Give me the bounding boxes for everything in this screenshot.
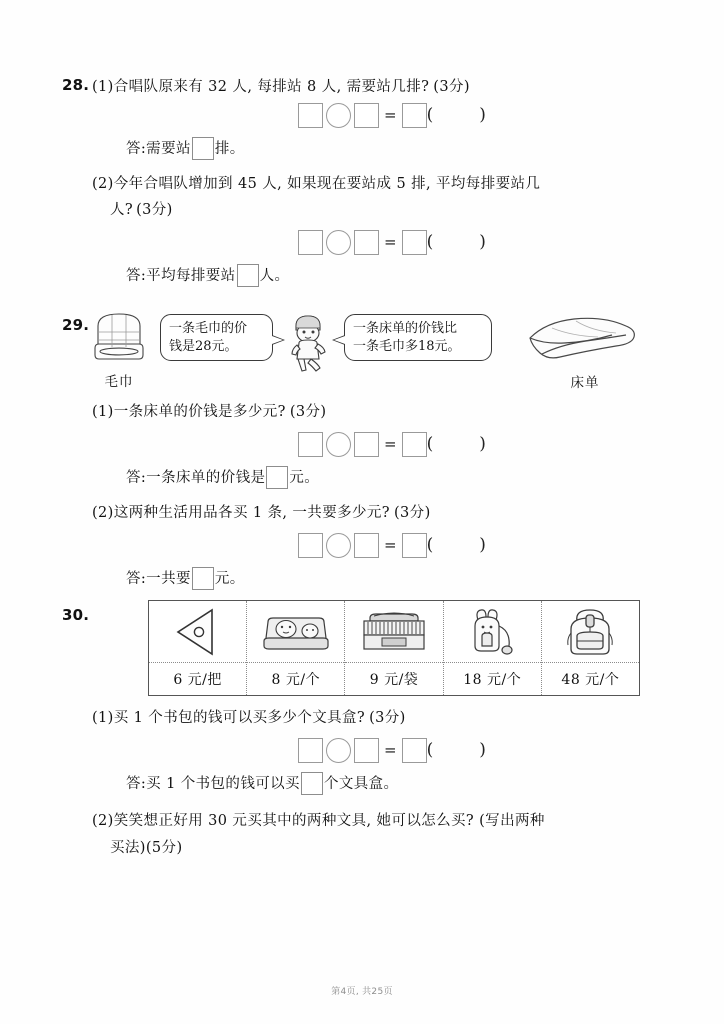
answer-prefix: 答:平均每排要站 [126,267,236,284]
table-cell-price: 6 元/把 [173,672,222,689]
question-29-part-2-label: (2) [92,505,114,521]
formula-operator-circle[interactable] [326,103,351,128]
question-30-part-1-line [92,706,662,727]
answer-suffix: 元。 [289,469,320,486]
table-cell-price: 18 元/个 [463,672,522,689]
question-28-part-2-marks: (3分) [136,202,173,219]
snack-bag-icon [356,608,432,656]
formula-result-box[interactable] [402,738,427,763]
question-28-part-2-answer-row [62,259,662,289]
table-column-snack-bag [345,601,443,695]
formula-operand-box-1[interactable] [298,533,323,558]
question-28 [62,76,662,289]
speech-bubble-bedsheet-price [344,314,492,361]
question-29-part-2-formula-row [62,528,662,562]
question-28-part-1-answer-row [62,132,662,162]
formula-paren-close: ) [479,535,486,555]
question-30-part-1-header [62,706,662,727]
formula-operator-circle[interactable] [326,738,351,763]
bubble-line-1: 一条床单的价钱比 [353,321,458,336]
table-column-pencil-case [247,601,345,695]
figure-towel [86,310,152,390]
bubble-tail-icon [332,335,345,345]
bubble-line-2: 钱是28元。 [169,338,238,354]
page-number-text: 第4页, 共25页 [331,987,393,997]
formula-equals-sign: = [384,435,397,453]
question-30-part-1-stem: 买 1 个书包的钱可以买多少个文具盒? [113,710,366,726]
question-28-part-1-header [62,76,662,98]
formula-paren-open: ( [426,232,434,253]
question-28-part-1-formula-row [62,98,662,132]
formula-operand-box-2[interactable] [354,103,379,128]
table-cell-price: 48 元/个 [561,672,620,689]
question-29-part-2-stem: 这两种生活用品各买 1 条, 一共要多少元? [113,505,390,521]
bubble-line-2: 一条毛巾多18元。 [353,338,461,354]
answer-prefix: 答:一条床单的价钱是 [126,469,266,486]
table-column-backpack [542,601,639,695]
towel-icon [88,310,150,365]
formula-paren-open: ( [426,105,434,126]
question-30-part-1-label: (1) [92,710,114,726]
formula-operand-box-2[interactable] [354,533,379,558]
formula-operand-box-1[interactable] [298,103,323,128]
question-28-part-1-stem: 合唱队原来有 32 人, 每排站 8 人, 需要站几排? [113,79,430,95]
question-29-part-2-line [92,501,662,522]
question-29-part-1-answer-row [62,461,662,491]
answer-blank-box[interactable] [237,264,259,287]
triangle-ruler-icon [172,607,224,657]
formula-paren-close: ) [479,740,486,760]
formula-operand-box-1[interactable] [298,738,323,763]
bubble-line-1: 一条毛巾的价 [169,321,248,336]
formula-paren-close: ) [479,105,486,126]
formula-result-box[interactable] [402,533,427,558]
figure-bedsheet [520,312,650,391]
formula-paren-open: ( [426,740,434,760]
table-cell-icon [345,601,442,663]
question-29-part-1-line [92,400,662,421]
bedsheet-icon [522,312,648,366]
question-28-part-2-label: (2) [92,176,114,193]
stationery-price-table [148,600,640,696]
question-29-part-1-marks: (3分) [289,404,327,420]
answer-suffix: 元。 [214,570,245,587]
formula-result-box[interactable] [402,432,427,457]
question-30-part-2-stem-line2: 买法)(5分) [110,840,183,856]
question-30 [62,600,662,857]
answer-prefix: 答:一共要 [126,570,191,587]
table-column-small-backpack [444,601,542,695]
small-backpack-icon [462,606,522,658]
question-28-number: 28. [62,76,90,94]
question-30-part-2-line-1 [92,809,662,830]
formula-operator-circle[interactable] [326,230,351,255]
question-29-part-1-header [62,400,662,421]
formula-result-box[interactable] [402,230,427,255]
backpack-icon [559,605,621,659]
figure-boy-character [284,312,332,378]
answer-suffix: 个文具盒。 [323,775,399,792]
answer-suffix: 排。 [214,140,245,157]
answer-blank-box[interactable] [192,567,214,590]
question-28-part-2-stem-line1: 今年合唱队增加到 45 人, 如果现在要站成 5 排, 平均每排要站几 [113,176,541,193]
answer-suffix: 人。 [259,267,290,284]
formula-result-box[interactable] [402,103,427,128]
question-29-part-1-formula-row [62,427,662,461]
formula-paren-open: ( [426,535,434,555]
formula-operator-circle[interactable] [326,533,351,558]
table-cell-icon [444,601,541,663]
answer-blank-box[interactable] [301,772,323,795]
formula-equals-sign: = [384,741,397,759]
question-30-part-1-answer-row [62,767,662,797]
table-cell-icon [542,601,639,663]
answer-prefix: 答:需要站 [126,140,191,157]
question-29-part-2-marks: (3分) [393,505,431,521]
question-29-part-1-label: (1) [92,404,114,420]
question-29 [62,310,662,592]
formula-paren-open: ( [426,434,434,454]
formula-paren-close: ) [479,232,486,253]
question-30-part-2-line-2 [92,836,662,857]
question-29-part-2-header [62,501,662,522]
question-28-part-1-label: (1) [92,79,114,95]
question-30-part-2-stem-line1: 笑笑想正好用 30 元买其中的两种文具, 她可以怎么买? (写出两种 [113,813,545,829]
formula-operand-box-2[interactable] [354,738,379,763]
formula-equals-sign: = [384,536,397,554]
answer-prefix: 答:买 1 个书包的钱可以买 [126,775,300,792]
question-30-part-1-formula-row [62,733,662,767]
question-30-part-2-label: (2) [92,813,114,829]
question-30-number: 30. [62,606,90,624]
figure-bedsheet-label: 床单 [570,375,600,391]
figure-towel-label: 毛巾 [104,374,134,390]
question-30-part-1-marks: (3分) [369,710,406,726]
question-28-part-1-marks: (3分) [433,79,470,95]
question-28-part-2-stem-line2: 人? [110,202,134,219]
answer-blank-box[interactable] [266,466,288,489]
question-30-part-2-header [62,809,662,857]
page-footer [0,984,724,997]
question-28-part-2-header [62,172,662,219]
question-28-part-2-line-1 [92,172,662,193]
formula-operand-box-2[interactable] [354,230,379,255]
answer-blank-box[interactable] [192,137,214,160]
formula-operand-box-1[interactable] [298,230,323,255]
table-cell-icon [149,601,246,663]
question-29-illustration-strip [62,310,662,391]
question-28-part-2-line-2 [92,198,662,219]
table-cell-icon [247,601,344,663]
formula-operator-circle[interactable] [326,432,351,457]
formula-paren-close: ) [479,434,486,454]
formula-operand-box-2[interactable] [354,432,379,457]
formula-equals-sign: = [384,233,397,252]
table-cell-price: 8 元/个 [271,672,321,689]
question-29-part-2-answer-row [62,562,662,592]
table-column-ruler [149,601,247,695]
formula-equals-sign: = [384,106,397,125]
formula-operand-box-1[interactable] [298,432,323,457]
question-29-number: 29. [62,316,90,334]
boy-runner-icon [285,312,331,374]
question-28-part-2-formula-row [62,225,662,259]
pencil-case-icon [260,608,332,656]
speech-bubble-towel-price [160,314,273,361]
table-cell-price: 9 元/袋 [369,672,419,689]
question-29-part-1-stem: 一条床单的价钱是多少元? [113,404,286,420]
